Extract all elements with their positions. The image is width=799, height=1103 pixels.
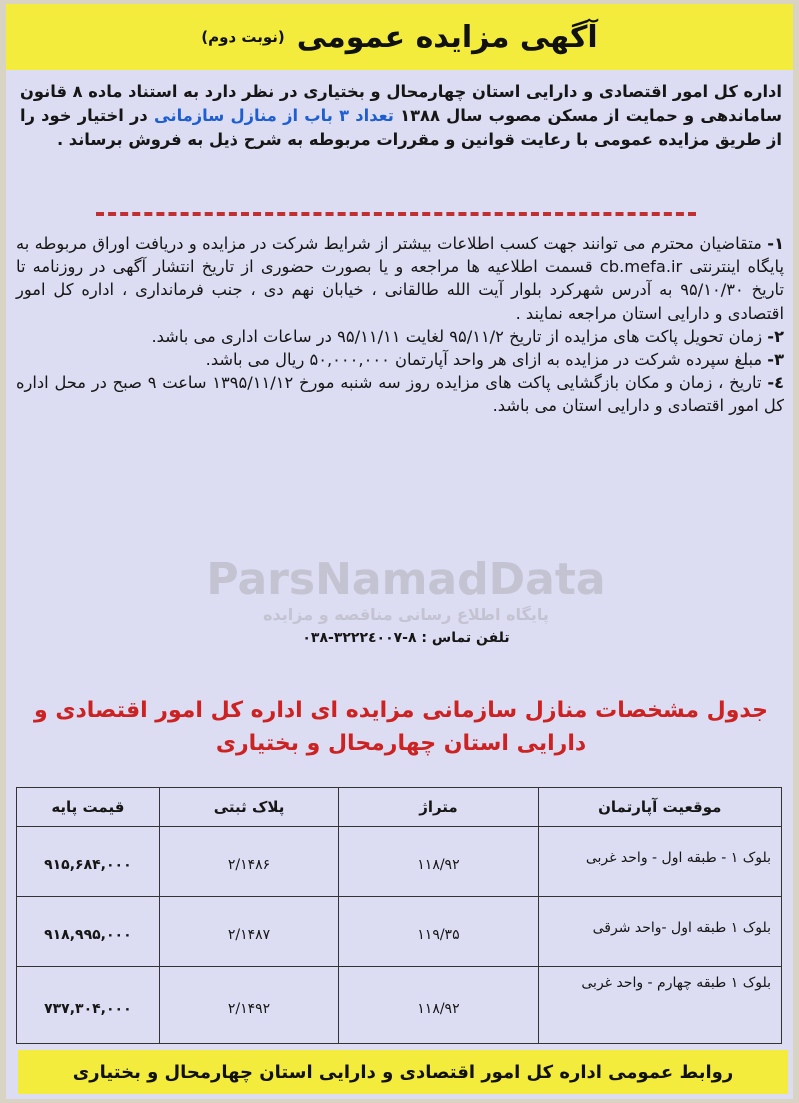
dashed-divider [96,212,696,216]
ad-title: آگهی مزایده عمومی [296,19,598,55]
table-row [17,897,782,967]
table-row [17,827,782,897]
cell-price: ۹۱۸,۹۹۵,۰۰۰ [17,897,160,967]
condition-number: ۳- [767,350,784,370]
cell-plate: ۲/۱۴۸۶ [159,827,339,897]
cell-plate: ۲/۱۴۹۲ [159,967,339,1044]
cell-price: ۹۱۵,۶۸۴,۰۰۰ [17,827,160,897]
advertisement-page [6,4,793,1099]
watermark [186,554,626,624]
intro-text-after: در اختیار خود را از طریق مزایده عمومی با رعایت قوانین و مقررات مربوطه به شرح ذیل به فروش برساند . [20,106,782,149]
condition-item [16,232,784,325]
condition-number: ۱- [767,234,784,253]
condition-number: ٤- [767,373,785,393]
condition-item [16,325,784,348]
intro-paragraph [20,80,782,152]
condition-item [16,371,784,417]
table-row [17,967,782,1044]
header-price: قیمت پایه [17,788,160,827]
condition-text: زمان تحویل پاکت های مزایده از تاریخ ۹۵/۱۱/۲ لغایت ۹۵/۱۱/۱۱ در ساعات اداری می باشد. [151,326,763,346]
condition-text: مبلغ سپرده شرکت در مزایده به ازای هر واحد آپارتمان ۵۰,۰۰۰,۰۰۰ ریال می باشد. [205,350,763,370]
cell-area: ۱۱۹/۳۵ [339,897,538,967]
ad-subtitle: (نوبت دوم) [201,28,285,46]
apartments-table [16,787,782,1044]
header-location: موقعیت آپارتمان [538,788,781,827]
condition-number: ۲- [767,326,784,346]
watermark-caption: پایگاه اطلاع رسانی مناقصه و مزایده [263,605,549,624]
condition-text: متقاضیان محترم می توانند جهت کسب اطلاعات بیشتر از شرایط شرکت در مزایده و دریافت اوراق مربوطه به پایگاه اینترنتی cb.mefa.ir قسمت اطلاعیه ها مراجعه و یا بصورت حضوری از تاریخ انتشار آگهی در روزنامه تا تاریخ ۹۵/۱۰/۳۰ به آدرس شهرکرد بلوار آیت الله طالقانی ، خیابان نهم دی ، جنب فرمانداری ، اداره کل امور اقتصادی و دارایی استان مراجعه نمایند . [16,234,784,323]
cell-location: بلوک ۱ - طبقه اول - واحد غربی [538,827,781,897]
header-banner [6,4,793,70]
conditions-list [16,232,784,418]
intro-highlight-count: تعداد ۳ باب [304,106,394,125]
watermark-logo-text: ParsNamadData [206,554,606,605]
cell-location: بلوک ۱ طبقه چهارم - واحد غربی [538,967,781,1044]
table-header-row [17,788,782,827]
header-plate: پلاک ثبتی [159,788,339,827]
cell-location: بلوک ۱ طبقه اول -واحد شرقی [538,897,781,967]
contact-phone: تلفن تماس : ۸-۳۲۲۲٤۰۰۷-۰۳۸ [302,630,510,646]
header-area: متراژ [339,788,538,827]
intro-highlight-houses: از منازل سازمانی [154,106,299,125]
condition-item [16,348,784,371]
table-title: جدول مشخصات منازل سازمانی مزایده ای اداره کل امور اقتصادی و دارایی استان چهارمحال و بختیاری [34,698,768,756]
cell-area: ۱۱۸/۹۲ [339,967,538,1044]
cell-plate: ۲/۱۴۸۷ [159,897,339,967]
footer-banner: روابط عمومی اداره کل امور اقتصادی و دارایی استان چهارمحال و بختیاری [18,1050,788,1094]
condition-text: تاریخ ، زمان و مکان بازگشایی پاکت های مزایده روز سه شنبه مورخ ۱۳۹۵/۱۱/۱۲ ساعت ۹ صبح در محل اداره کل امور اقتصادی و دارایی استان می باشد. [16,373,784,416]
cell-price: ۷۳۷,۳۰۴,۰۰۰ [17,967,160,1044]
intro-text-before: اداره کل امور اقتصادی و دارایی استان چهارمحال و بختیاری در نظر دارد به استناد ماده ۸ قانون ساماندهی و حمایت از مسکن مصوب سال ۱۳۸۸ [20,82,782,125]
cell-area: ۱۱۸/۹۲ [339,827,538,897]
